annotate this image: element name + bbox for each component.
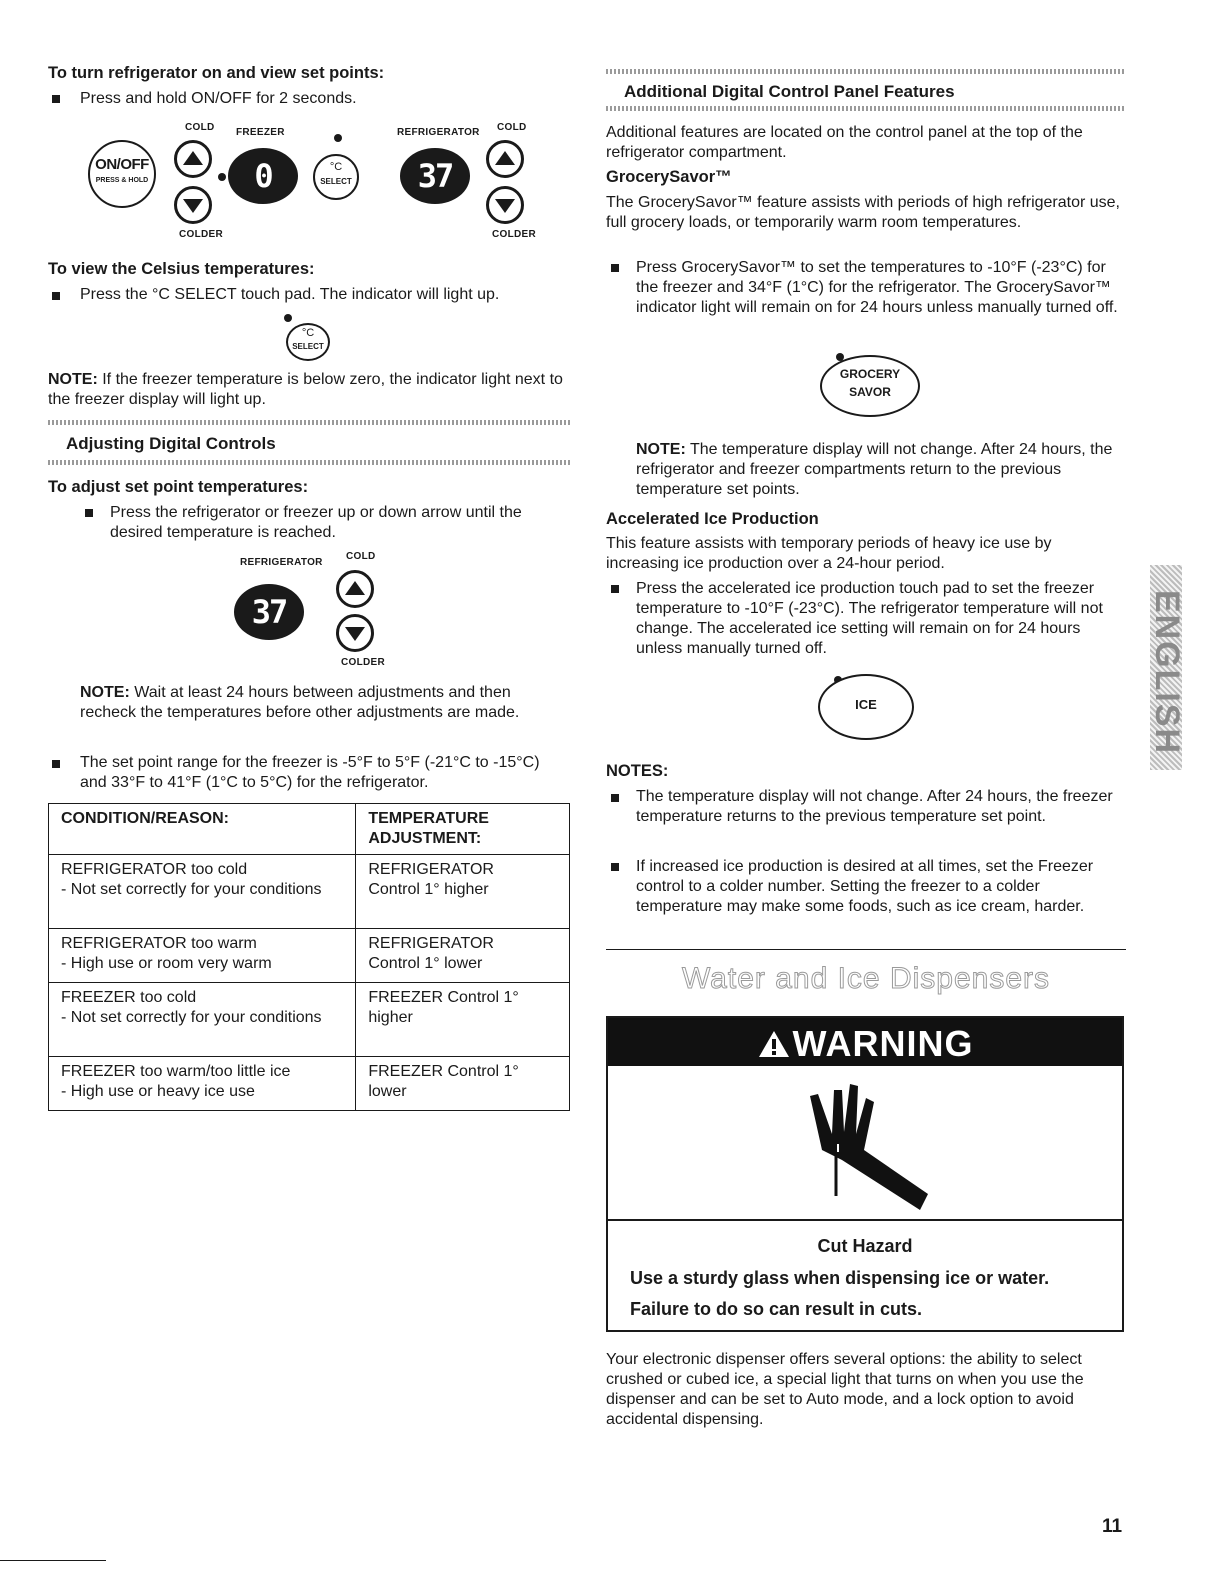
refrigerator-display: 37 <box>234 584 304 640</box>
features-intro: Additional features are located on the control panel at the top of the refrigerator compartment. <box>606 124 1083 161</box>
select-label: SELECT <box>292 342 324 351</box>
language-label: ENGLISH <box>1148 589 1186 756</box>
adjust-section-title: Adjusting Digital Controls <box>66 434 276 453</box>
table-row <box>49 855 570 929</box>
language-side-tab <box>1148 565 1186 770</box>
note-label: NOTE: <box>48 371 98 388</box>
note-text: Wait at least 24 hours between adjustments and then recheck the temperatures before other adjustments are made. <box>80 684 520 721</box>
warning-divider <box>608 1219 1122 1221</box>
warning-label: WARNING <box>792 1023 974 1064</box>
refrigerator-label: REFRIGERATOR <box>240 557 323 568</box>
bullet-marker <box>52 292 60 300</box>
table-row <box>49 929 570 983</box>
refrigerator-display: 37 <box>400 148 470 204</box>
bullet-marker <box>52 95 60 103</box>
condition-cell: REFRIGERATOR too cold - Not set correctly for your conditions <box>49 855 356 929</box>
note-text: The temperature display will not change. After 24 hours, the refrigerator and freezer compartments return to the previous temperature set points. <box>636 441 1113 498</box>
adjustment-cell: FREEZER Control 1° higher <box>356 983 570 1057</box>
accelerated-ice-heading: Accelerated Ice Production <box>606 510 819 528</box>
cut-hand-icon <box>788 1076 948 1216</box>
condition-cell: FREEZER too warm/too little ice - High use or heavy ice use <box>49 1057 356 1111</box>
ice-button-label: ICE <box>855 697 877 712</box>
note-text: If the freezer temperature is below zero, the indicator light next to the freezer display will light up. <box>48 371 563 408</box>
on-off-label: ON/OFF <box>95 156 149 173</box>
grocery-savor-text: The GrocerySavor™ feature assists with periods of high refrigerator use, full grocery loads, or temporarily warm room temperatures. <box>606 194 1120 231</box>
grocery-savor-heading: GrocerySavor™ <box>606 168 732 186</box>
celsius-symbol: °C <box>329 161 343 173</box>
notes-item: If increased ice production is desired at all times, set the Freezer control to a colder number. Setting the freezer to a colder temperature may make some foods, such as ice cream, harder. <box>636 858 1094 915</box>
notes-item: The temperature display will not change. After 24 hours, the freezer temperature returns to the previous temperature set point. <box>636 788 1113 825</box>
adjust-bullet: Press the refrigerator or freezer up or down arrow until the desired temperature is reached. <box>110 504 522 541</box>
cold-label: COLD <box>346 551 376 562</box>
celsius-symbol: °C <box>301 327 315 339</box>
freezer-down-arrow-icon[interactable] <box>174 186 212 224</box>
select-indicator-light <box>334 134 342 142</box>
page-number: 11 <box>1102 1516 1123 1537</box>
freezer-label: FREEZER <box>236 127 285 138</box>
features-section-title: Additional Digital Control Panel Features <box>624 82 955 101</box>
note-freezer-indicator <box>48 370 570 410</box>
freezer-display: 0 <box>228 148 298 204</box>
bullet-marker <box>611 863 619 871</box>
refrigerator-up-arrow-icon[interactable] <box>486 140 524 178</box>
refrigerator-label: REFRIGERATOR <box>397 127 480 138</box>
header-adjustment: TEMPERATURE ADJUSTMENT: <box>356 804 570 855</box>
table-row <box>49 983 570 1057</box>
adjustment-cell: REFRIGERATOR Control 1° lower <box>356 929 570 983</box>
celsius-bullet: Press the °C SELECT touch pad. The indicator will light up. <box>80 286 500 303</box>
accelerated-ice-bullet: Press the accelerated ice production touch pad to set the freezer temperature to -10°F (-23°C). The refrigerator temperature will not change. The accelerated ice setting will remain on for 24 hours unless manually turned off. <box>636 580 1103 657</box>
warning-instruction: Use a sturdy glass when dispensing ice or water. <box>630 1268 1050 1288</box>
colder-label-right: COLDER <box>492 229 537 240</box>
bullet-marker <box>611 585 619 593</box>
turn-on-bullet: Press and hold ON/OFF for 2 seconds. <box>80 90 357 107</box>
warning-box <box>606 1016 1124 1332</box>
warning-consequence: Failure to do so can result in cuts. <box>630 1299 923 1319</box>
adjustment-table <box>48 803 570 1111</box>
turn-on-heading: To turn refrigerator on and view set points: <box>48 64 385 82</box>
note-wait-24-hours <box>80 683 570 723</box>
adjust-heading: To adjust set point temperatures: <box>48 478 309 496</box>
notes-heading: NOTES: <box>606 762 669 780</box>
select-indicator-light <box>284 314 292 322</box>
grocery-savor-bullet: Press GrocerySavor™ to set the temperatures to -10°F (-23°C) for the freezer and 34°F (1°C) for the refrigerator. The GrocerySavor™ indicator light will remain on for 24 hours unless manually turned off. <box>636 259 1118 316</box>
note-label: NOTE: <box>80 684 130 701</box>
cold-label-left: COLD <box>185 122 215 133</box>
warning-triangle-icon <box>757 1029 791 1059</box>
celsius-heading: To view the Celsius temperatures: <box>48 260 315 278</box>
section-rule <box>48 420 570 425</box>
dispenser-description: Your electronic dispenser offers several options: the ability to select crushed or cubed ice, a special light that turns on when you use the dispenser and can be set to Auto mode, and a lock option to avoid accidental dispensing. <box>606 1351 1084 1428</box>
grocery-savor-button[interactable] <box>820 355 920 417</box>
table-row <box>49 1057 570 1111</box>
note-label: NOTE: <box>636 441 686 458</box>
cut-hazard-title: Cut Hazard <box>817 1236 913 1256</box>
celsius-select-button[interactable] <box>286 323 330 361</box>
note-temperature-display <box>636 440 1126 500</box>
colder-label: COLDER <box>341 657 386 668</box>
accelerated-ice-text: This feature assists with temporary periods of heavy ice use by increasing ice production over a 24-hour period. <box>606 535 1052 572</box>
section-rule <box>606 106 1126 111</box>
ice-button[interactable] <box>818 674 914 740</box>
grocery-button-label: GROCERY <box>839 367 901 381</box>
bullet-marker <box>52 760 60 768</box>
savor-button-label: SAVOR <box>849 385 891 399</box>
section-divider <box>606 949 1126 950</box>
table-header-row <box>49 804 570 855</box>
bullet-marker <box>611 794 619 802</box>
warning-header <box>608 1018 1122 1066</box>
header-condition: CONDITION/REASON: <box>49 804 356 855</box>
condition-cell: REFRIGERATOR too warm - High use or room very warm <box>49 929 356 983</box>
condition-cell: FREEZER too cold - Not set correctly for your conditions <box>49 983 356 1057</box>
adjustment-cell: FREEZER Control 1° lower <box>356 1057 570 1111</box>
press-hold-label: PRESS & HOLD <box>95 177 149 184</box>
bullet-marker <box>85 509 93 517</box>
celsius-select-button[interactable] <box>313 154 359 200</box>
freezer-indicator-light <box>218 173 226 181</box>
adjustment-cell: REFRIGERATOR Control 1° higher <box>356 855 570 929</box>
range-bullet: The set point range for the freezer is -5°F to 5°F (-21°C to -15°C) and 33°F to 41°F (1°C to 5°C) for the refrigerator. <box>80 754 540 791</box>
refrigerator-up-arrow-icon[interactable] <box>336 570 374 608</box>
colder-label-left: COLDER <box>179 229 224 240</box>
freezer-up-arrow-icon[interactable] <box>174 140 212 178</box>
section-rule <box>48 460 570 465</box>
dispensers-section-title: Water and Ice Dispensers <box>681 962 1051 995</box>
bullet-marker <box>611 264 619 272</box>
footer-rule <box>0 1560 106 1561</box>
select-label: SELECT <box>320 177 352 186</box>
section-rule <box>606 69 1126 74</box>
on-off-button[interactable] <box>88 140 156 208</box>
refrigerator-down-arrow-icon[interactable] <box>336 614 374 652</box>
refrigerator-down-arrow-icon[interactable] <box>486 186 524 224</box>
cold-label-right: COLD <box>497 122 527 133</box>
